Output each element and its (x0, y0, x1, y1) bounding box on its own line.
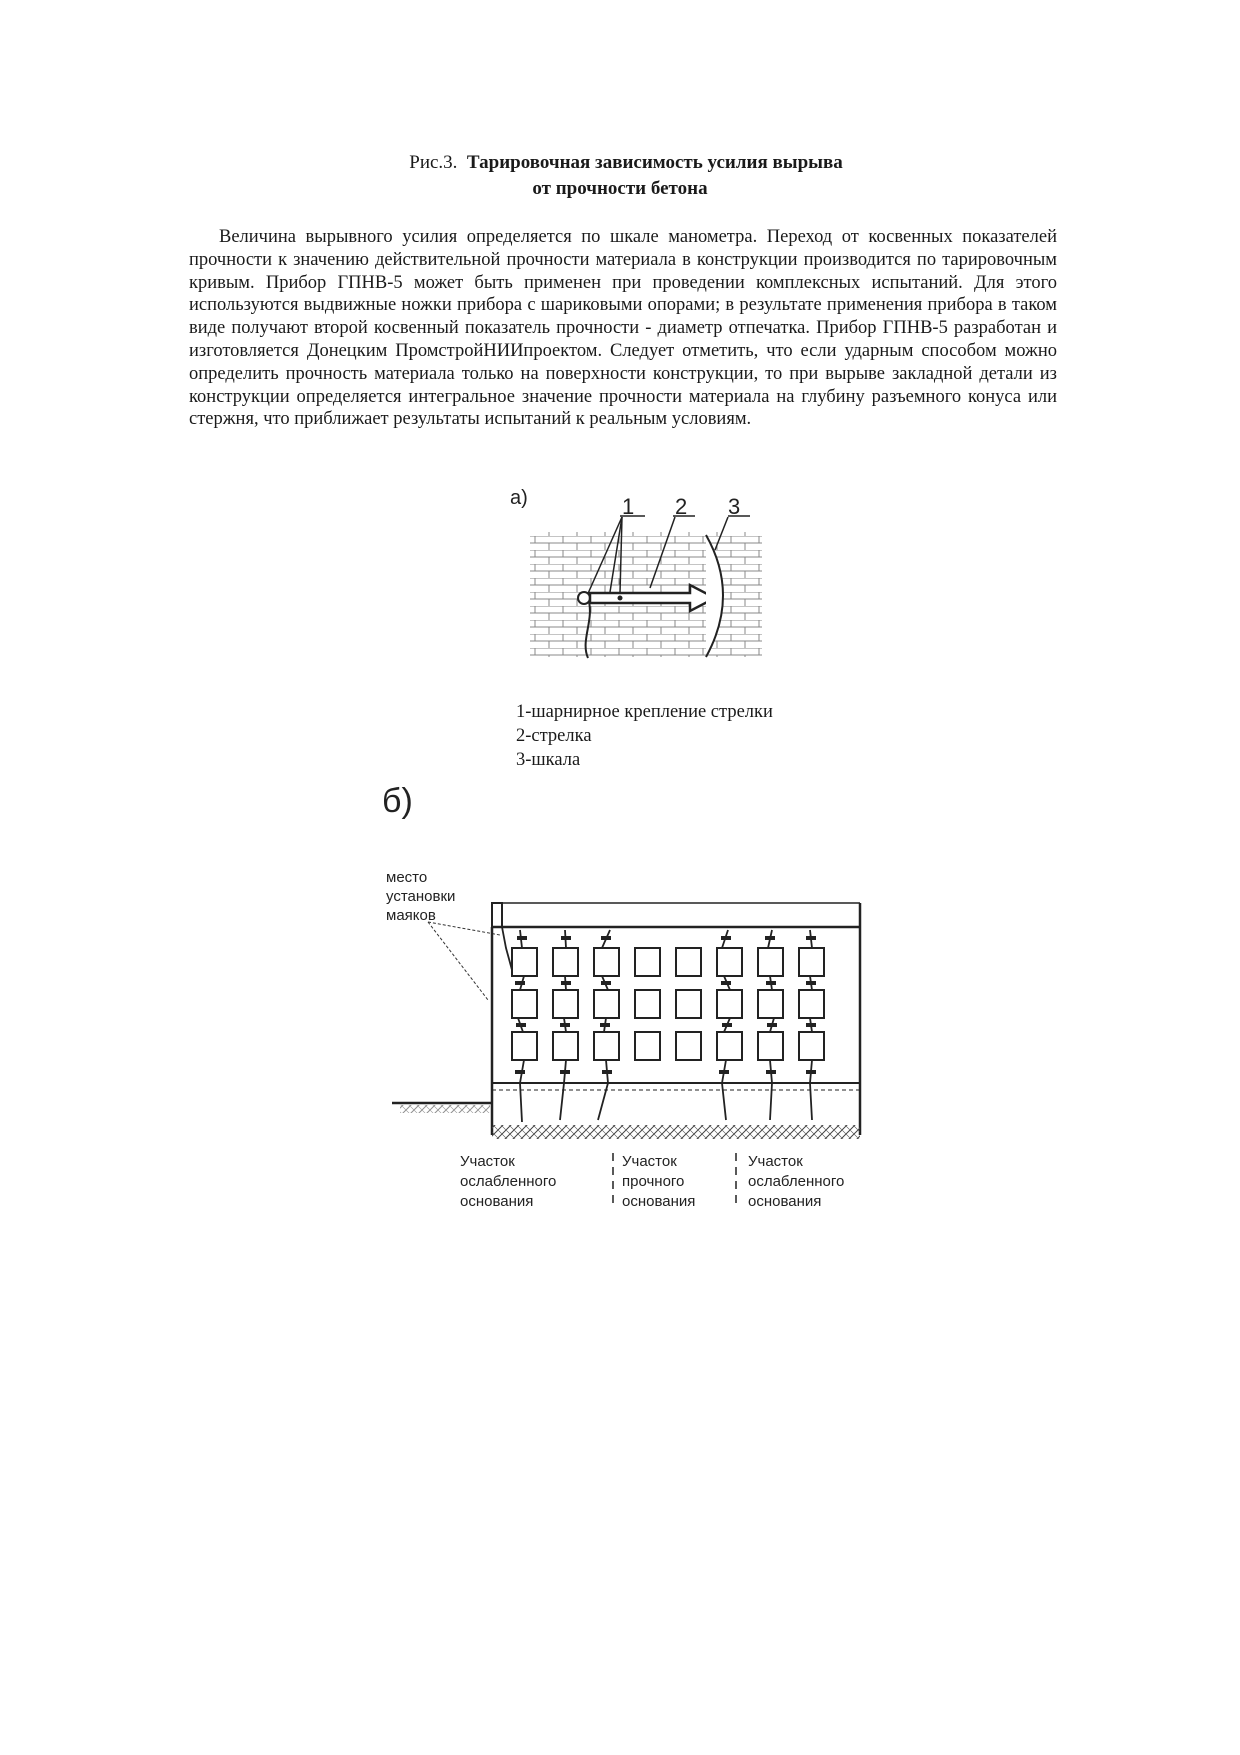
zone-3-line1: Участок (748, 1153, 803, 1170)
beacon-mark (602, 1070, 612, 1074)
beacon-label-line1: место (386, 869, 428, 886)
window (799, 1032, 824, 1060)
beacon-mark (806, 1023, 816, 1027)
legend-item: 2-стрелка (516, 726, 592, 746)
figure-a-legend (516, 700, 773, 772)
body-paragraph: Величина вырывного усилия определяется по шкале манометра. Переход от косвенных показателей прочности к значению действительной прочности материала в конструкции производится по тарировочным кривым. Прибор ГПНВ-5 может быть применен при проведении комплексных испытаний. Для этого используются выдвижные ножки прибора с шариковыми опорами; в результате применения прибора в таком виде получают второй косвенный показатель прочности - диаметр отпечатка. Прибор ГПНВ-5 разработан и изготовляется Донецким ПромстройНИИпроектом. Следует отметить, что если ударным способом можно определить прочность материала только на поверхности конструкции, то при вырыве закладной детали из конструкции определяется интегральное значение прочности материала на глубину разъемного конуса или стержня, что приближает результаты испытаний к реальным условиям. (189, 227, 1057, 430)
beacon-mark (601, 936, 611, 940)
window (512, 990, 537, 1018)
figure-a-diagram (500, 480, 780, 665)
beacon-mark (722, 1023, 732, 1027)
window (717, 948, 742, 976)
beacon-mark (765, 936, 775, 940)
window (717, 1032, 742, 1060)
window (758, 1032, 783, 1060)
beacon-label-line2: установки (386, 888, 456, 905)
crack-line (502, 927, 512, 970)
figure-a-label: а) (510, 487, 528, 509)
beacon-mark (560, 1023, 570, 1027)
window (635, 990, 660, 1018)
beacon-mark (766, 1070, 776, 1074)
window (717, 990, 742, 1018)
beacon-mark (719, 1070, 729, 1074)
zone-3-line3: основания (748, 1193, 822, 1210)
beacon-mark (766, 981, 776, 985)
beacon-mark (601, 981, 611, 985)
legend-item: 3-шкала (516, 750, 581, 770)
caption-prefix: Рис.3. (409, 152, 458, 173)
beacon-mark (767, 1023, 777, 1027)
legend-item: 1-шарнирное крепление стрелки (516, 702, 773, 722)
beacon-mark (600, 1023, 610, 1027)
beacon-mark (721, 936, 731, 940)
window (594, 1032, 619, 1060)
figure-a-number-2: 2 (675, 494, 688, 519)
beacon-mark (516, 1023, 526, 1027)
window (676, 990, 701, 1018)
beacon-mark (806, 981, 816, 985)
caption-title-line2: от прочности бетона (532, 178, 708, 199)
beacon-mark (721, 981, 731, 985)
beacon-mark (515, 981, 525, 985)
beacon-mark (515, 1070, 525, 1074)
beacon-mark (560, 1070, 570, 1074)
figure-b-label: б) (382, 782, 413, 820)
window-grid (512, 948, 824, 1060)
window (676, 1032, 701, 1060)
window (758, 990, 783, 1018)
window (758, 948, 783, 976)
figure-caption (0, 150, 1240, 202)
window (553, 948, 578, 976)
beacon-mark (561, 981, 571, 985)
figure-a-number-3: 3 (728, 494, 741, 519)
window (594, 948, 619, 976)
window (553, 1032, 578, 1060)
figure-a-number-1: 1 (622, 494, 635, 519)
zone-1-line1: Участок (460, 1153, 515, 1170)
window (512, 1032, 537, 1060)
window (635, 1032, 660, 1060)
zone-2-line2: прочного (622, 1173, 685, 1190)
beacon-label-line3: маяков (386, 907, 436, 924)
figure-b-diagram (370, 770, 890, 1240)
window (553, 990, 578, 1018)
beacon-mark (517, 936, 527, 940)
caption-title-line1: Тарировочная зависимость усилия вырыва (466, 152, 843, 173)
window (594, 990, 619, 1018)
window (799, 948, 824, 976)
window (635, 948, 660, 976)
zone-2-line1: Участок (622, 1153, 677, 1170)
beacon-mark (806, 936, 816, 940)
zone-1-line2: ослабленного (460, 1173, 557, 1190)
zone-2-line3: основания (622, 1193, 696, 1210)
beacon-mark (561, 936, 571, 940)
window (799, 990, 824, 1018)
zone-1-line3: основания (460, 1193, 534, 1210)
window (512, 948, 537, 976)
foundation-hatching (492, 1125, 860, 1139)
beacon-mark (806, 1070, 816, 1074)
zone-3-line2: ослабленного (748, 1173, 845, 1190)
window (676, 948, 701, 976)
